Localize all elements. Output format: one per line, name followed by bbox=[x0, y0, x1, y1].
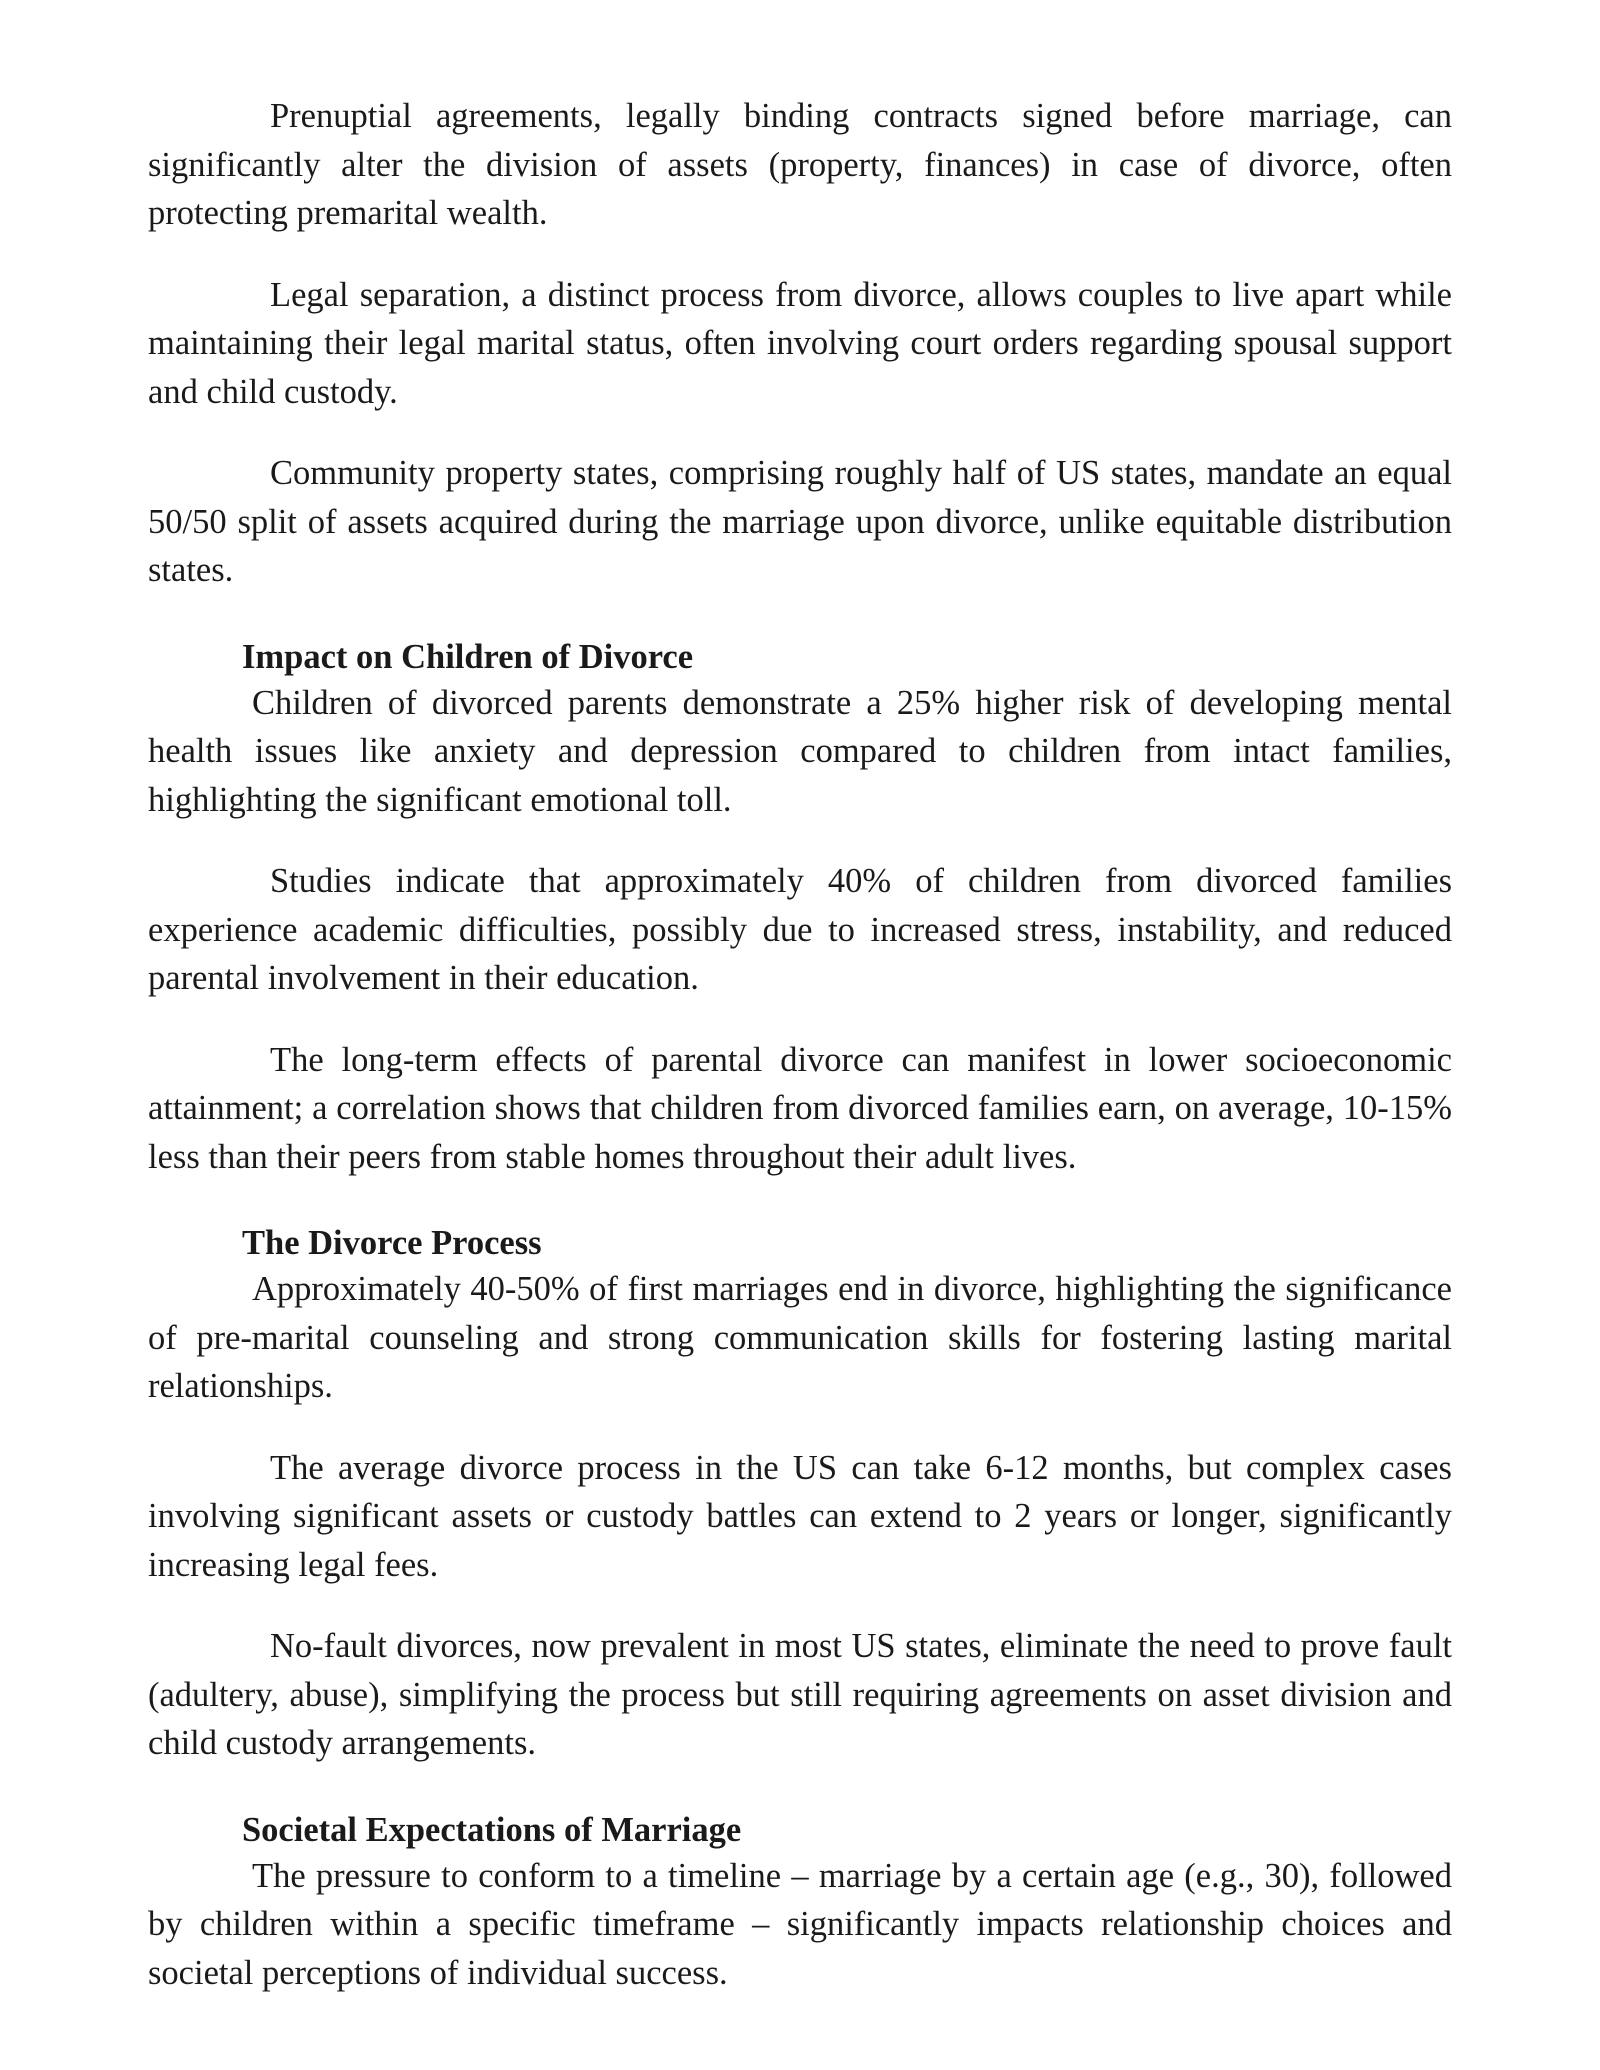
paragraph-community-property: Community property states, comprising roughly half of US states, mandate an equal 50/50 split of assets acquired during the marriage upon divorce, unlike equitable distribution states. bbox=[148, 454, 1452, 589]
paragraph-legal-separation: Legal separation, a distinct process from divorce, allows couples to live apart while maintaining their legal marital status, often involving court orders regarding spousal support and child custody. bbox=[148, 275, 1452, 411]
paragraph-long-term-effects: The long-term effects of parental divorce can manifest in lower socioeconomic attainment; a correlation shows that children from divorced families earn, on average, 10-15% less than their peers from stable homes throughout their adult lives. bbox=[148, 1040, 1452, 1176]
paragraph-timeline-pressure: The pressure to conform to a timeline – marriage by a certain age (e.g., 30), followed by children within a specific timeframe – significantly impacts relationship choices and societal perceptions of individual success. bbox=[148, 1856, 1452, 1992]
paragraph-no-fault-divorces: No-fault divorces, now prevalent in most US states, eliminate the need to prove fault (adultery, abuse), simplifying the process but still requiring agreements on asset division and child custody arrangements. bbox=[148, 1627, 1452, 1762]
section-heading-divorce-process: The Divorce Process bbox=[242, 1224, 542, 1262]
paragraph-mental-health-risk: Children of divorced parents demonstrate a 25% higher risk of developing mental health issues like anxiety and depression compared to children from intact families, highlighting the significant emotional toll. bbox=[148, 683, 1452, 819]
paragraph-prenuptial-agreements: Prenuptial agreements, legally binding contracts signed before marriage, can significantly alter the division of assets (property, finances) in case of divorce, often protecting premarital wealth. bbox=[148, 97, 1452, 232]
section-heading-impact-on-children: Impact on Children of Divorce bbox=[242, 637, 694, 676]
paragraph-academic-difficulties: Studies indicate that approximately 40% of children from divorced families experience academic difficulties, possibly due to increased stress, instability, and reduced parental involvement in their education. bbox=[148, 862, 1452, 997]
section-heading-societal-expectations: Societal Expectations of Marriage bbox=[242, 1810, 742, 1849]
document-body bbox=[148, 92, 1452, 2030]
paragraph-first-marriages: Approximately 40-50% of first marriages end in divorce, highlighting the significance of pre-marital counseling and strong communication skills for fostering lasting marital relationships. bbox=[148, 1270, 1452, 1405]
paragraph-process-duration: The average divorce process in the US can take 6-12 months, but complex cases involving significant assets or custody battles can extend to 2 years or longer, significantly increasing legal fees. bbox=[148, 1448, 1452, 1584]
